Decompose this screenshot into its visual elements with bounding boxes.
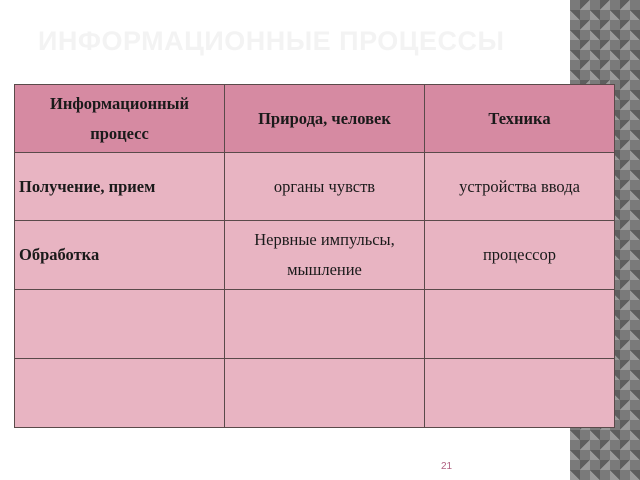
table-cell: Получение, прием [15,153,225,221]
table-cell: процессор [425,221,615,290]
processes-table [14,84,615,428]
slide-title: ИНФОРМАЦИОННЫЕ ПРОЦЕССЫ [38,26,505,56]
table-cell [225,290,425,359]
table-row [15,153,615,221]
table-cell: Обработка [15,221,225,290]
table-row [15,359,615,428]
table-row [15,290,615,359]
table-cell [425,359,615,428]
header-cell-technology: Техника [425,85,615,153]
table-cell [15,290,225,359]
table-cell [225,359,425,428]
table-header-row [15,85,615,153]
table-cell: органы чувств [225,153,425,221]
table-cell [425,290,615,359]
table-cell [15,359,225,428]
table-cell: устройства ввода [425,153,615,221]
header-cell-nature-human: Природа, человек [225,85,425,153]
table-row [15,221,615,290]
page-number: 21 [441,461,453,472]
table-cell: Нервные импульсы, мышление [225,221,425,290]
header-cell-process: Информационный процесс [15,85,225,153]
